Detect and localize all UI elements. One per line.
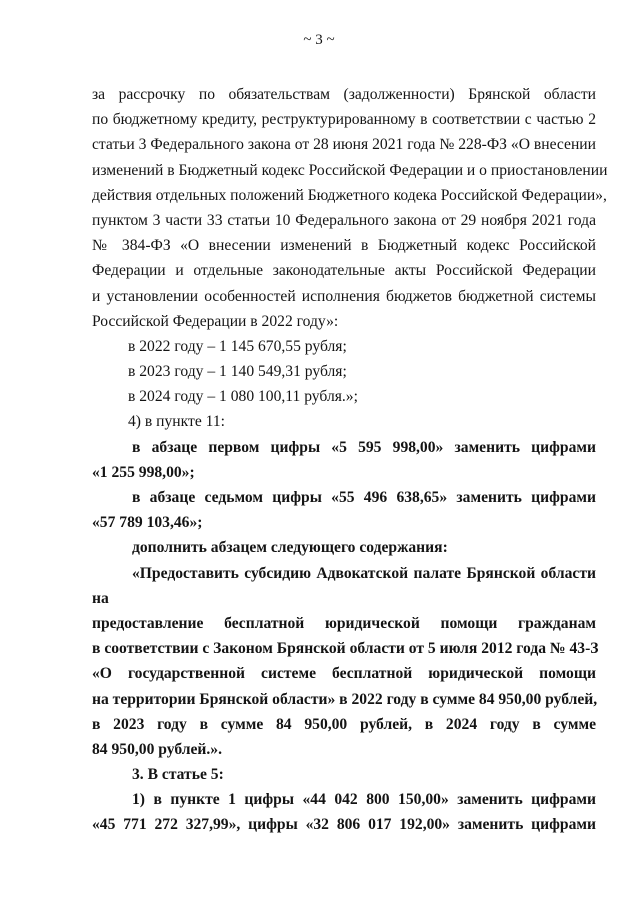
text-line: «О государственной системе бесплатной юридической помощи <box>92 665 596 683</box>
text-line: и установлении особенностей исполнения бюджетов бюджетной системы <box>92 287 596 305</box>
text-line: в соответствии с Законом Брянской области от 5 июля 2012 года № 43-З <box>92 640 599 658</box>
text-line: № 384-ФЗ «О внесении изменений в Бюджетный кодекс Российской <box>92 237 596 255</box>
document-body <box>92 82 608 838</box>
text-line: 84 950,00 рублей.». <box>92 740 222 758</box>
text-line: действия отдельных положений Бюджетного кодека Российской Федерации», <box>92 186 607 204</box>
text-line: дополнить абзацем следующего содержания: <box>132 539 448 557</box>
text-line: Федерации и отдельные законодательные акты Российской Федерации <box>92 262 596 280</box>
text-line: в 2022 году – 1 145 670,55 рубля; <box>128 337 347 355</box>
text-line: 4) в пункте 11: <box>128 413 225 431</box>
text-line: в абзаце седьмом цифры «55 496 638,65» заменить цифрами <box>132 489 596 506</box>
text-line: статьи 3 Федерального закона от 28 июня 2021 года № 228-ФЗ «О внесении <box>92 136 596 154</box>
text-line: за рассрочку по обязательствам (задолженности) Брянской области <box>92 86 596 103</box>
text-line: «45 771 272 327,99», цифры «32 806 017 192,00» заменить цифрами <box>92 816 596 834</box>
text-line: 1) в пункте 1 цифры «44 042 800 150,00» заменить цифрами <box>132 791 596 809</box>
text-line: в 2023 году в сумме 84 950,00 рублей, в 2024 году в сумме <box>92 715 596 733</box>
text-line: изменений в Бюджетный кодекс Российской Федерации и о приостановлении <box>92 161 608 179</box>
text-line: по бюджетному кредиту, реструктурированному в соответствии с частью 2 <box>92 111 596 129</box>
text-line: в 2024 году – 1 080 100,11 рубля.»; <box>128 388 358 406</box>
text-line: «57 789 103,46»; <box>92 514 203 532</box>
text-line: в 2023 году – 1 140 549,31 рубля; <box>128 363 347 381</box>
page-number: ~ 3 ~ <box>303 32 335 48</box>
text-line: «Предоставить субсидию Адвокатской палате Брянской области <box>132 564 596 582</box>
text-line: 3. В статье 5: <box>132 766 224 784</box>
text-line: «1 255 998,00»; <box>92 463 195 481</box>
text-line: Российской Федерации в 2022 году»: <box>92 312 339 330</box>
text-line: на <box>92 589 109 607</box>
text-line: пунктом 3 части 33 статьи 10 Федерального закона от 29 ноября 2021 года <box>92 211 596 229</box>
text-line: предоставление бесплатной юридической помощи гражданам <box>92 614 596 632</box>
text-line: в абзаце первом цифры «5 595 998,00» заменить цифрами <box>132 438 596 456</box>
text-line: на территории Брянской области» в 2022 году в сумме 84 950,00 рублей, <box>92 690 598 708</box>
